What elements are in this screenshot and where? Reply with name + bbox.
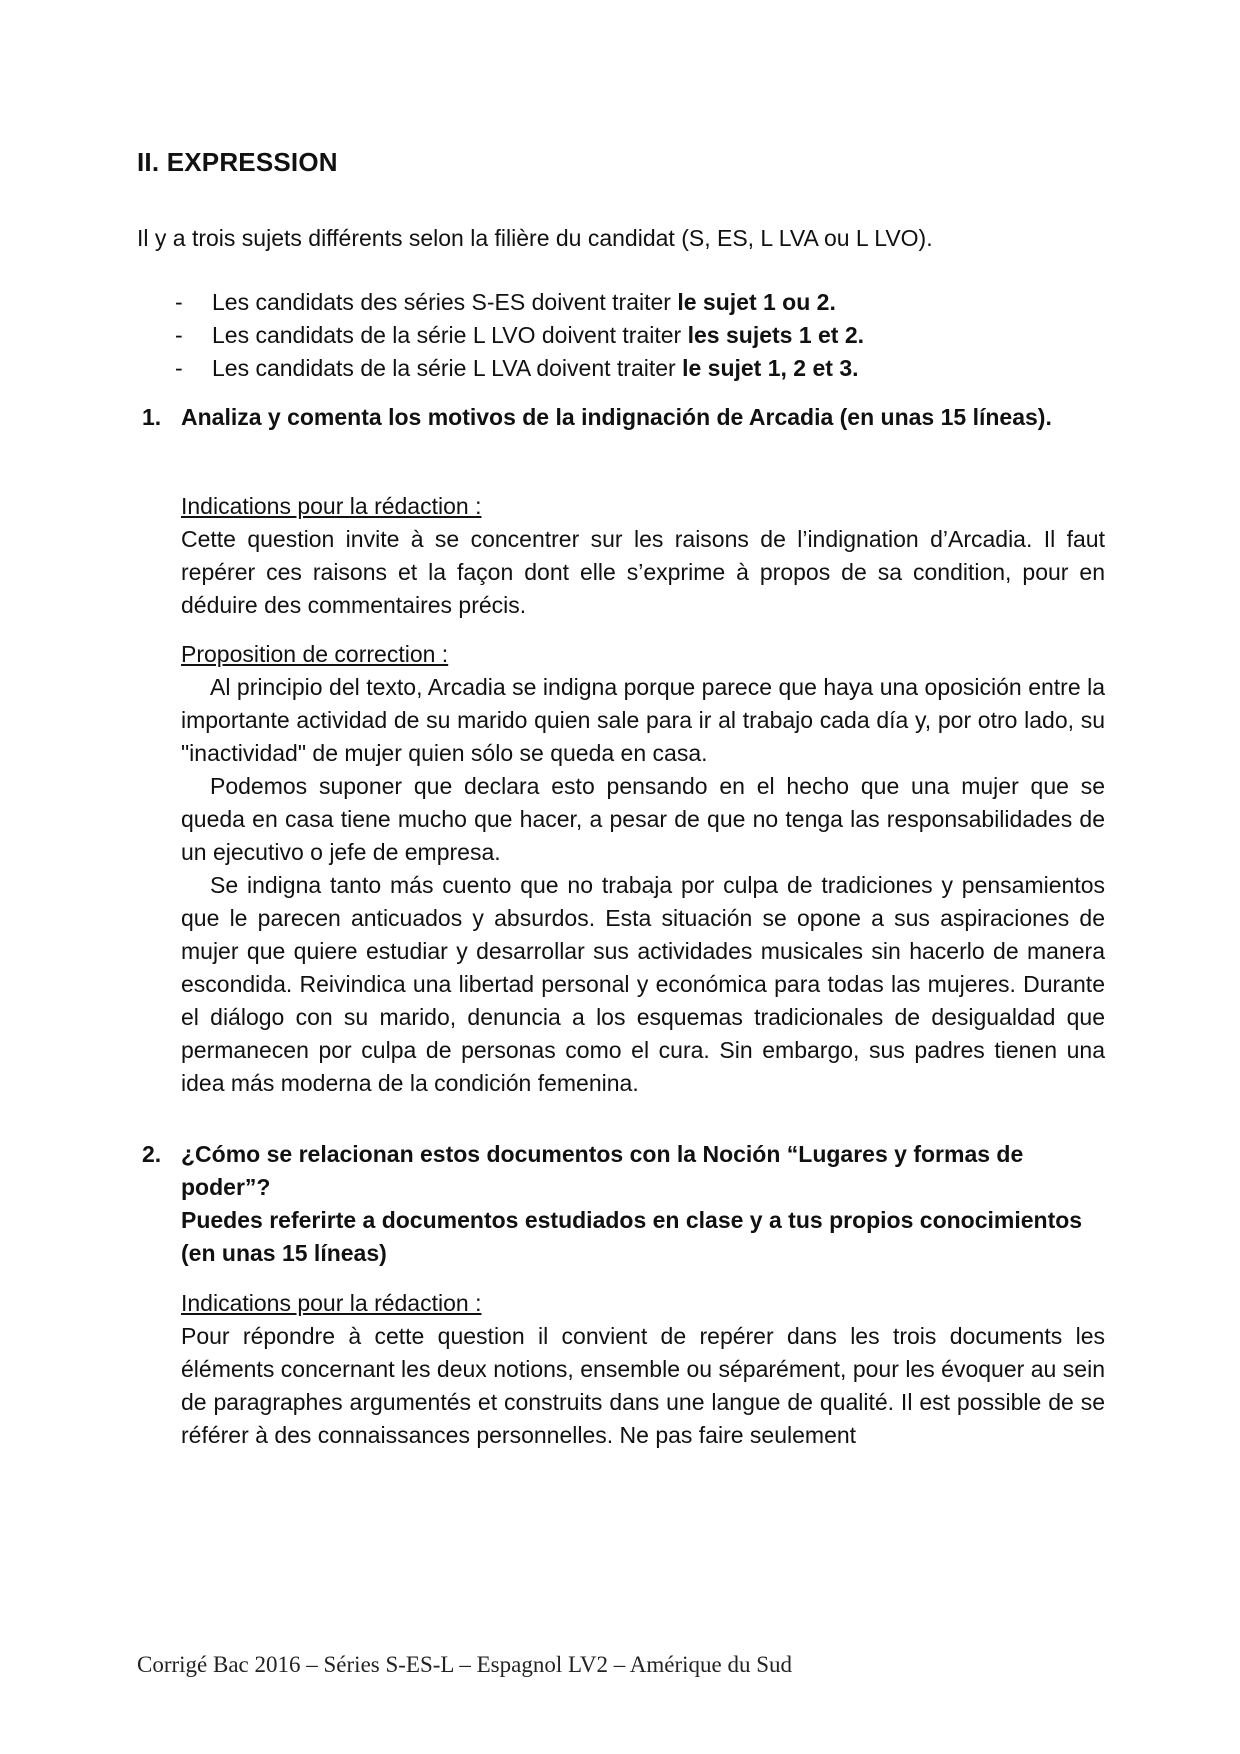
question-text [181, 1138, 1105, 1270]
list-dash: - [175, 289, 183, 315]
question-1-indications [181, 490, 1105, 622]
answer-paragraph: Al principio del texto, Arcadia se indigna porque parece que haya una oposición entre la importante actividad de su marido quien sale para ir al trabajo cada día y, por otro lado, su "inactividad" de mujer quien sólo se queda en casa. [181, 674, 1105, 766]
list-dash: - [175, 355, 183, 381]
list-dash: - [175, 322, 183, 348]
question-text: Analiza y comenta los motivos de la indignación de Arcadia (en unas 15 líneas). [181, 404, 1052, 430]
question-number: 2. [142, 1141, 162, 1167]
page-footer: Corrigé Bac 2016 – Séries S-ES-L – Espagnol LV2 – Amérique du Sud [137, 1652, 793, 1677]
intro-text: Il y a trois sujets différents selon la filière du candidat (S, ES, L LVA ou L LVO). [137, 225, 933, 251]
question-1 [137, 401, 1105, 434]
question-2-indications [181, 1287, 1105, 1452]
rule-item [137, 319, 1097, 352]
indications-text: Pour répondre à cette question il convient de repérer dans les trois documents les éléments concernant les deux notions, ensemble ou séparément, pour les évoquer au sein de paragraphes argumentés et construits dans une langue de qualité. Il est possible de se référer à des connaissances personnelles. Ne pas faire seulement [181, 1323, 1105, 1448]
indications-text: Cette question invite à se concentrer sur les raisons de l’indignation d’Arcadia. Il faut repérer ces raisons et la façon dont elle s’exprime à propos de sa condition, pour en déduire des commentaires précis. [181, 526, 1105, 618]
rule-item [137, 286, 1097, 319]
rule-item [137, 352, 1097, 385]
answer-paragraph: Podemos suponer que declara esto pensando en el hecho que una mujer que se queda en casa tiene mucho que hacer, a pesar de que no tenga las responsabilidades de un ejecutivo o jefe de empresa. [181, 773, 1105, 865]
indications-label: Indications pour la rédaction : [181, 493, 482, 519]
indications-label: Indications pour la rédaction : [181, 1290, 482, 1316]
question-text-line: Puedes referirte a documentos estudiados en clase y a tus propios conocimientos (en unas 15 líneas) [181, 1207, 1083, 1266]
question-1-proposition [181, 638, 1105, 1100]
rule-text: Les candidats des séries S-ES doivent traiter [212, 289, 678, 315]
rule-bold: le sujet 1 ou 2. [677, 289, 836, 315]
rule-text: Les candidats de la série L LVA doivent traiter [212, 355, 683, 381]
rules-list [137, 286, 1097, 385]
answer-paragraph: Se indigna tanto más cuento que no trabaja por culpa de tradiciones y pensamientos que le parecen anticuados y absurdos. Esta situación se opone a sus aspiraciones de mujer que quiere estudiar y desarrollar sus actividades musicales sin hacerlo de manera escondida. Reivindica una libertad personal y económica para todas las mujeres. Durante el diálogo con su marido, denuncia a los esquemas tradicionales de desigualdad que permanecen por culpa de personas como el cura. Sin embargo, sus padres tienen una idea más moderna de la condición femenina. [181, 872, 1105, 1096]
rule-bold: les sujets 1 et 2. [687, 322, 865, 348]
question-2 [137, 1138, 1105, 1270]
question-text-line: ¿Cómo se relacionan estos documentos con la Noción “Lugares y formas de poder”? [181, 1141, 1024, 1200]
rule-text: Les candidats de la série L LVO doivent traiter [212, 322, 688, 348]
section-heading: II. EXPRESSION [137, 147, 338, 177]
rule-bold: le sujet 1, 2 et 3. [682, 355, 859, 381]
proposition-label: Proposition de correction : [181, 641, 449, 667]
question-number: 1. [142, 404, 162, 430]
